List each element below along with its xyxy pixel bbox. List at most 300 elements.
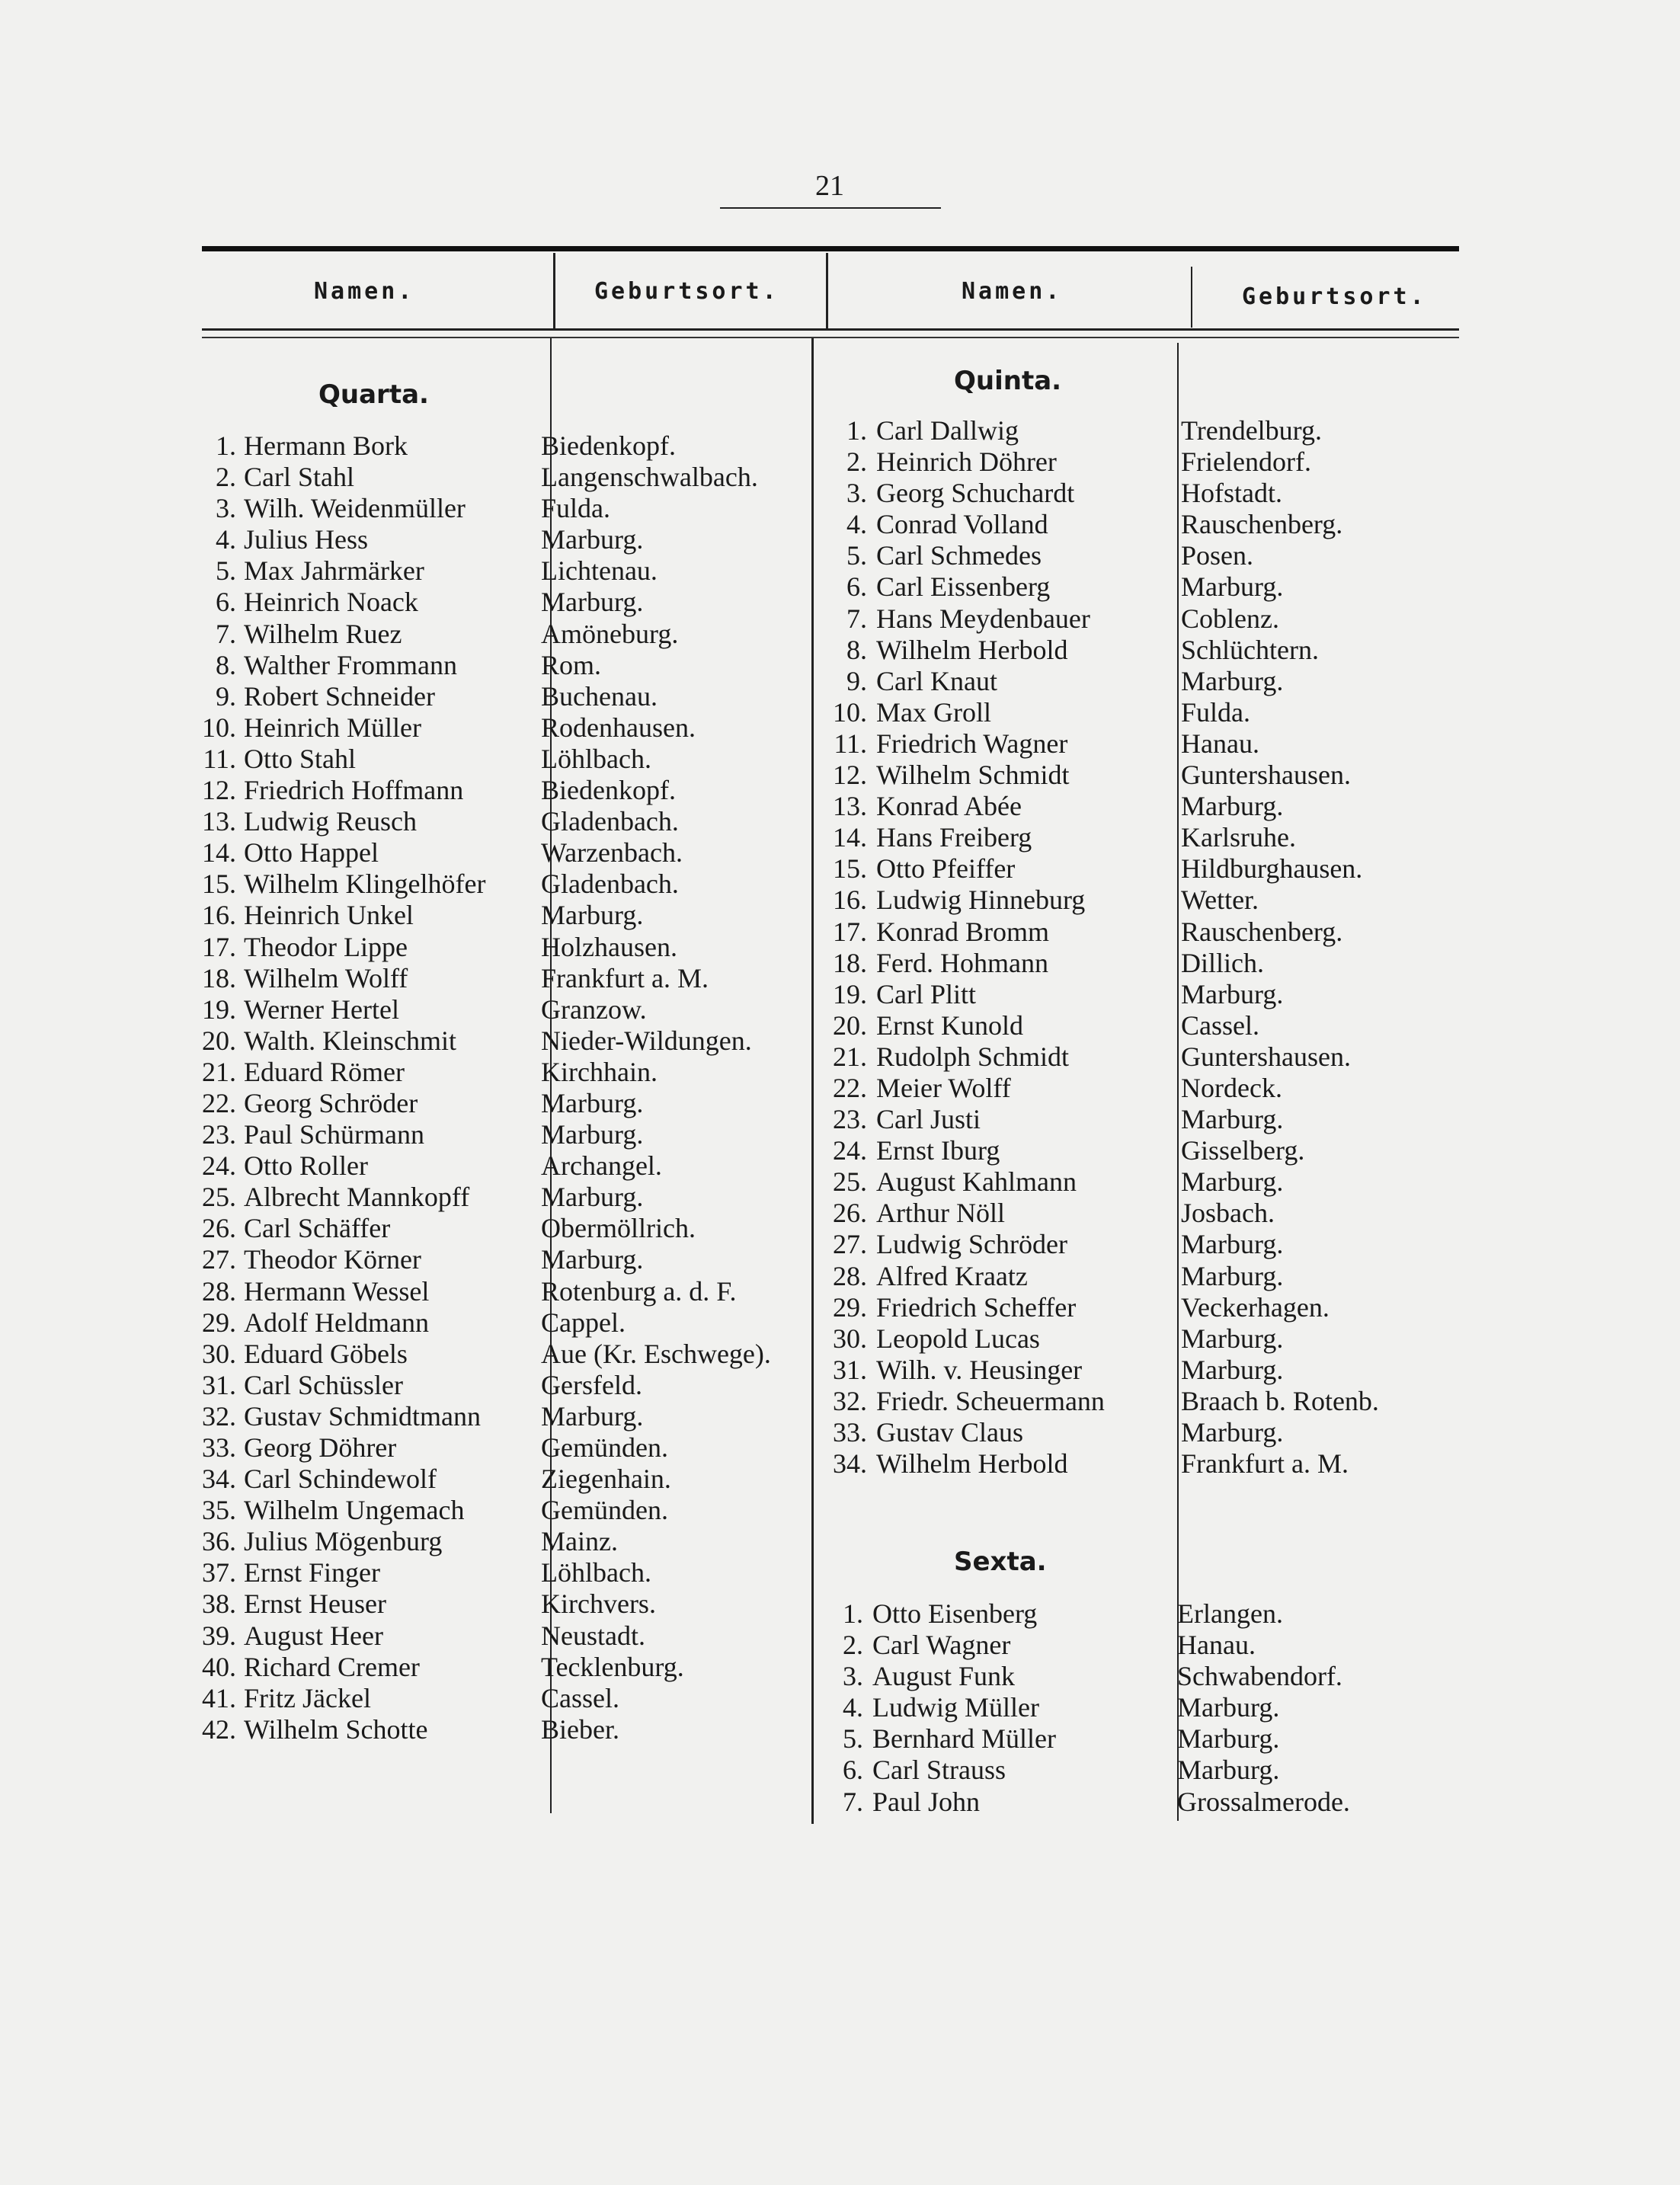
entry-name: Carl Schäffer xyxy=(244,1213,391,1244)
list-item xyxy=(823,603,1448,635)
entry-number: 2. xyxy=(216,462,236,493)
entry-name: Wilhelm Wolff xyxy=(244,962,408,993)
list-item xyxy=(190,775,815,806)
entry-number: 17. xyxy=(202,931,236,962)
entry-birthplace: Rauschenberg. xyxy=(1181,916,1343,947)
list-item xyxy=(823,885,1448,916)
header-rule-bottom xyxy=(202,337,1459,338)
entry-number: 24. xyxy=(202,1150,236,1182)
list-item xyxy=(190,1150,815,1182)
header-right-name: Namen. xyxy=(962,278,1063,305)
entry-number: 26. xyxy=(202,1213,236,1244)
list-item xyxy=(823,979,1448,1010)
list-item xyxy=(190,1526,815,1557)
entry-number: 10. xyxy=(202,712,236,743)
entry-name: Friedrich Wagner xyxy=(876,728,1068,759)
header-left-place: Geburtsort. xyxy=(594,278,779,305)
list-item xyxy=(190,1432,815,1464)
list-item xyxy=(823,1010,1448,1041)
list-item xyxy=(190,681,815,712)
list-item xyxy=(190,1025,815,1057)
entry-birthplace: Marburg. xyxy=(1181,571,1284,603)
entry-number: 37. xyxy=(202,1557,236,1588)
list-item xyxy=(823,1041,1448,1073)
entry-birthplace: Hanau. xyxy=(1181,728,1259,759)
entry-number: 14. xyxy=(202,837,236,869)
entry-number: 25. xyxy=(833,1166,867,1198)
entry-birthplace: Kirchvers. xyxy=(541,1588,656,1620)
entry-birthplace: Trendelburg. xyxy=(1181,415,1323,446)
list-item xyxy=(190,650,815,681)
list-item xyxy=(823,446,1448,478)
table-top-rule xyxy=(202,246,1459,251)
entry-birthplace: Granzow. xyxy=(541,993,647,1025)
entry-number: 5. xyxy=(843,1723,863,1755)
entry-number: 41. xyxy=(202,1682,236,1713)
entry-number: 17. xyxy=(833,916,867,947)
entry-birthplace: Tecklenburg. xyxy=(541,1651,684,1682)
quinta-title: Quinta. xyxy=(954,366,1062,396)
entry-birthplace: Marburg. xyxy=(1181,665,1284,696)
entry-name: Rudolph Schmidt xyxy=(876,1041,1070,1072)
list-item xyxy=(190,587,815,618)
entry-name: Wilhelm Herbold xyxy=(876,634,1068,665)
entry-number: 28. xyxy=(202,1275,236,1307)
entry-number: 34. xyxy=(202,1464,236,1495)
entry-number: 8. xyxy=(846,634,867,665)
entry-number: 22. xyxy=(833,1072,867,1103)
entry-number: 2. xyxy=(846,446,867,478)
list-item xyxy=(190,837,815,869)
list-item xyxy=(823,1073,1448,1104)
list-item xyxy=(823,791,1448,822)
entry-birthplace: Gladenbach. xyxy=(541,869,679,900)
entry-birthplace: Obermöllrich. xyxy=(541,1213,696,1244)
entry-number: 42. xyxy=(202,1713,236,1745)
entry-birthplace: Warzenbach. xyxy=(541,837,683,869)
list-item xyxy=(190,806,815,837)
entry-number: 35. xyxy=(202,1495,236,1526)
divider-right-header xyxy=(1191,267,1192,328)
entry-birthplace: Frankfurt a. M. xyxy=(1181,1448,1349,1480)
list-item xyxy=(823,948,1448,979)
list-item xyxy=(190,1464,815,1495)
entry-name: Otto Roller xyxy=(244,1150,368,1182)
sexta-list xyxy=(819,1598,1444,1818)
entry-number: 36. xyxy=(202,1526,236,1557)
entry-number: 14. xyxy=(833,822,867,853)
list-item xyxy=(190,932,815,963)
entry-number: 23. xyxy=(202,1119,236,1150)
entry-name: Friedrich Hoffmann xyxy=(244,775,464,806)
entry-name: Arthur Nöll xyxy=(876,1198,1005,1229)
entry-number: 13. xyxy=(202,806,236,837)
entry-number: 7. xyxy=(846,603,867,634)
entry-number: 33. xyxy=(202,1432,236,1463)
entry-number: 29. xyxy=(202,1307,236,1338)
entry-number: 3. xyxy=(843,1661,863,1692)
list-item xyxy=(823,1448,1448,1480)
list-item xyxy=(823,1198,1448,1229)
list-item xyxy=(190,1495,815,1526)
list-item xyxy=(823,509,1448,540)
entry-birthplace: Guntershausen. xyxy=(1181,760,1351,791)
entry-birthplace: Hildburghausen. xyxy=(1181,853,1363,885)
list-item xyxy=(823,1292,1448,1323)
entry-name: Carl Knaut xyxy=(876,665,997,696)
entry-number: 24. xyxy=(833,1135,867,1166)
entry-birthplace: Holzhausen. xyxy=(541,931,677,962)
entry-name: Conrad Volland xyxy=(876,509,1048,540)
entry-birthplace: Ziegenhain. xyxy=(541,1464,671,1495)
list-item xyxy=(819,1755,1444,1786)
entry-number: 3. xyxy=(216,493,236,524)
entry-birthplace: Marburg. xyxy=(1181,978,1284,1009)
entry-number: 21. xyxy=(833,1041,867,1072)
entry-number: 9. xyxy=(846,665,867,696)
entry-number: 4. xyxy=(846,509,867,540)
entry-name: Alfred Kraatz xyxy=(876,1260,1028,1291)
entry-birthplace: Josbach. xyxy=(1181,1198,1275,1229)
entry-name: Ernst Kunold xyxy=(876,1009,1023,1041)
entry-name: Wilhelm Schmidt xyxy=(876,760,1070,791)
list-item xyxy=(823,853,1448,885)
entry-number: 20. xyxy=(202,1025,236,1056)
entry-birthplace: Marburg. xyxy=(541,587,644,618)
entry-birthplace: Gersfeld. xyxy=(541,1369,642,1400)
entry-name: Friedrich Scheffer xyxy=(876,1291,1077,1323)
entry-birthplace: Marburg. xyxy=(1177,1692,1280,1723)
list-item xyxy=(823,1229,1448,1260)
entry-number: 12. xyxy=(202,775,236,806)
entry-name: Werner Hertel xyxy=(244,993,399,1025)
list-item xyxy=(823,571,1448,603)
entry-birthplace: Marburg. xyxy=(541,1182,644,1213)
entry-name: Paul John xyxy=(872,1786,981,1817)
entry-number: 4. xyxy=(216,524,236,555)
entry-number: 6. xyxy=(846,571,867,603)
list-item xyxy=(190,994,815,1025)
entry-birthplace: Veckerhagen. xyxy=(1181,1291,1330,1323)
entry-name: Walth. Kleinschmit xyxy=(244,1025,457,1056)
quinta-list xyxy=(823,415,1448,1480)
entry-number: 29. xyxy=(833,1291,867,1323)
entry-name: Heinrich Döhrer xyxy=(876,446,1057,478)
list-item xyxy=(190,524,815,555)
entry-number: 12. xyxy=(833,760,867,791)
entry-name: Eduard Römer xyxy=(244,1056,405,1087)
entry-number: 16. xyxy=(202,900,236,931)
page-number: 21 xyxy=(815,170,844,202)
list-item xyxy=(190,1339,815,1370)
list-item xyxy=(823,1104,1448,1135)
entry-number: 5. xyxy=(216,555,236,587)
entry-birthplace: Rom. xyxy=(541,649,602,680)
list-item xyxy=(190,1182,815,1213)
header-left-name: Namen. xyxy=(314,278,415,305)
entry-birthplace: Fulda. xyxy=(541,493,611,524)
entry-name: Otto Pfeiffer xyxy=(876,853,1016,885)
entry-name: Walther Frommann xyxy=(244,649,458,680)
entry-name: Heinrich Müller xyxy=(244,712,421,743)
entry-number: 4. xyxy=(843,1692,863,1723)
list-item xyxy=(190,430,815,462)
entry-name: Carl Wagner xyxy=(872,1630,1011,1661)
entry-number: 9. xyxy=(216,680,236,712)
entry-name: Wilh. Weidenmüller xyxy=(244,493,466,524)
entry-number: 11. xyxy=(203,743,236,774)
list-item xyxy=(823,1323,1448,1355)
entry-birthplace: Lichtenau. xyxy=(541,555,658,587)
entry-name: Ludwig Schröder xyxy=(876,1229,1067,1260)
entry-birthplace: Gemünden. xyxy=(541,1432,668,1463)
entry-name: Wilhelm Herbold xyxy=(876,1448,1068,1480)
entry-name: Ludwig Reusch xyxy=(244,806,417,837)
list-item xyxy=(823,1135,1448,1166)
entry-name: Gustav Claus xyxy=(876,1417,1023,1448)
entry-name: Wilhelm Ruez xyxy=(244,618,402,649)
list-item xyxy=(190,1652,815,1683)
entry-number: 7. xyxy=(843,1786,863,1817)
entry-name: Theodor Lippe xyxy=(244,931,408,962)
entry-name: Carl Plitt xyxy=(876,978,977,1009)
entry-name: Ludwig Müller xyxy=(872,1692,1039,1723)
entry-name: Julius Mögenburg xyxy=(244,1526,443,1557)
entry-name: Adolf Heldmann xyxy=(244,1307,429,1338)
entry-number: 34. xyxy=(833,1448,867,1480)
list-item xyxy=(823,1166,1448,1198)
list-item xyxy=(823,666,1448,697)
entry-birthplace: Hanau. xyxy=(1177,1630,1256,1661)
entry-number: 30. xyxy=(202,1338,236,1369)
entry-name: Carl Schmedes xyxy=(876,540,1042,571)
list-item xyxy=(819,1723,1444,1755)
entry-name: Ferd. Hohmann xyxy=(876,947,1048,978)
entry-number: 28. xyxy=(833,1260,867,1291)
entry-birthplace: Marburg. xyxy=(1177,1723,1280,1755)
entry-birthplace: Marburg. xyxy=(541,1119,644,1150)
entry-birthplace: Biedenkopf. xyxy=(541,775,676,806)
list-item xyxy=(190,1213,815,1244)
list-item xyxy=(823,728,1448,760)
entry-birthplace: Löhlbach. xyxy=(541,1557,651,1588)
entry-birthplace: Wetter. xyxy=(1181,885,1259,916)
entry-birthplace: Coblenz. xyxy=(1181,603,1279,634)
entry-birthplace: Marburg. xyxy=(1181,1166,1284,1198)
entry-birthplace: Cassel. xyxy=(1181,1009,1259,1041)
entry-birthplace: Rotenburg a. d. F. xyxy=(541,1275,737,1307)
entry-name: Carl Schüssler xyxy=(244,1369,403,1400)
entry-name: Max Jahrmärker xyxy=(244,555,424,587)
quarta-list xyxy=(190,430,815,1745)
entry-number: 40. xyxy=(202,1651,236,1682)
entry-number: 39. xyxy=(202,1620,236,1651)
entry-number: 27. xyxy=(833,1229,867,1260)
entry-birthplace: Archangel. xyxy=(541,1150,662,1182)
list-item xyxy=(823,697,1448,728)
header-right-place: Geburtsort. xyxy=(1242,283,1427,310)
entry-number: 32. xyxy=(833,1385,867,1416)
entry-number: 27. xyxy=(202,1244,236,1275)
entry-birthplace: Marburg. xyxy=(541,1087,644,1118)
entry-number: 31. xyxy=(202,1369,236,1400)
entry-number: 23. xyxy=(833,1104,867,1135)
entry-name: Ludwig Hinneburg xyxy=(876,885,1086,916)
entry-birthplace: Marburg. xyxy=(541,1400,644,1432)
entry-name: Ernst Heuser xyxy=(244,1588,386,1620)
list-item xyxy=(190,1401,815,1432)
entry-birthplace: Karlsruhe. xyxy=(1181,822,1296,853)
list-item xyxy=(190,1714,815,1745)
list-item xyxy=(819,1598,1444,1630)
entry-name: Wilhelm Klingelhöfer xyxy=(244,869,486,900)
entry-number: 30. xyxy=(833,1323,867,1354)
entry-number: 21. xyxy=(202,1056,236,1087)
entry-name: Theodor Körner xyxy=(244,1244,421,1275)
list-item xyxy=(190,900,815,931)
entry-birthplace: Marburg. xyxy=(1181,1104,1284,1135)
entry-birthplace: Rauschenberg. xyxy=(1181,509,1343,540)
list-item xyxy=(823,478,1448,509)
entry-name: Albrecht Mannkopff xyxy=(244,1182,470,1213)
entry-number: 19. xyxy=(833,978,867,1009)
entry-name: Carl Eissenberg xyxy=(876,571,1051,603)
entry-birthplace: Bieber. xyxy=(541,1713,619,1745)
list-item xyxy=(823,1261,1448,1292)
entry-number: 5. xyxy=(846,540,867,571)
entry-birthplace: Langenschwalbach. xyxy=(541,462,758,493)
entry-birthplace: Marburg. xyxy=(541,1244,644,1275)
list-item xyxy=(190,555,815,587)
entry-birthplace: Hofstadt. xyxy=(1181,478,1282,509)
entry-name: Eduard Göbels xyxy=(244,1338,408,1369)
entry-number: 25. xyxy=(202,1182,236,1213)
entry-birthplace: Guntershausen. xyxy=(1181,1041,1351,1072)
entry-name: Friedr. Scheuermann xyxy=(876,1385,1105,1416)
list-item xyxy=(819,1787,1444,1818)
list-item xyxy=(823,635,1448,666)
entry-name: Otto Happel xyxy=(244,837,379,869)
entry-number: 8. xyxy=(216,649,236,680)
entry-birthplace: Marburg. xyxy=(1181,1260,1284,1291)
entry-number: 19. xyxy=(202,993,236,1025)
entry-number: 13. xyxy=(833,791,867,822)
entry-number: 6. xyxy=(216,587,236,618)
entry-birthplace: Posen. xyxy=(1181,540,1254,571)
list-item xyxy=(819,1692,1444,1723)
divider-center-header xyxy=(826,253,828,329)
entry-name: Bernhard Müller xyxy=(872,1723,1056,1755)
entry-birthplace: Gemünden. xyxy=(541,1495,668,1526)
entry-birthplace: Marburg. xyxy=(1181,791,1284,822)
list-item xyxy=(190,1307,815,1339)
list-item xyxy=(823,760,1448,791)
list-item xyxy=(819,1630,1444,1661)
entry-birthplace: Aue (Kr. Eschwege). xyxy=(541,1338,771,1369)
entry-number: 16. xyxy=(833,885,867,916)
entry-birthplace: Gladenbach. xyxy=(541,806,679,837)
list-item xyxy=(823,415,1448,446)
entry-birthplace: Neustadt. xyxy=(541,1620,645,1651)
entry-name: Fritz Jäckel xyxy=(244,1682,371,1713)
list-item xyxy=(823,1386,1448,1417)
list-item xyxy=(823,540,1448,571)
quarta-title: Quarta. xyxy=(318,379,429,410)
entry-birthplace: Marburg. xyxy=(1177,1755,1280,1786)
entry-birthplace: Marburg. xyxy=(1181,1323,1284,1354)
entry-name: Konrad Bromm xyxy=(876,916,1049,947)
entry-number: 22. xyxy=(202,1087,236,1118)
entry-birthplace: Erlangen. xyxy=(1177,1598,1283,1629)
entry-name: Georg Döhrer xyxy=(244,1432,397,1463)
entry-birthplace: Marburg. xyxy=(1181,1417,1284,1448)
list-item xyxy=(190,869,815,900)
list-item xyxy=(190,1244,815,1275)
entry-number: 32. xyxy=(202,1400,236,1432)
entry-name: Heinrich Unkel xyxy=(244,900,414,931)
entry-birthplace: Frankfurt a. M. xyxy=(541,962,709,993)
entry-number: 18. xyxy=(833,947,867,978)
entry-name: Heinrich Noack xyxy=(244,587,418,618)
list-item xyxy=(190,712,815,744)
list-item xyxy=(190,493,815,524)
entry-birthplace: Gisselberg. xyxy=(1181,1135,1305,1166)
list-item xyxy=(823,1417,1448,1448)
entry-name: Carl Stahl xyxy=(244,462,354,493)
entry-name: August Heer xyxy=(244,1620,383,1651)
entry-name: Hans Freiberg xyxy=(876,822,1032,853)
list-item xyxy=(190,462,815,493)
entry-birthplace: Braach b. Rotenb. xyxy=(1181,1385,1379,1416)
entry-birthplace: Marburg. xyxy=(1181,1229,1284,1260)
entry-number: 2. xyxy=(843,1630,863,1661)
list-item xyxy=(823,1355,1448,1386)
entry-number: 31. xyxy=(833,1354,867,1385)
entry-name: Hermann Wessel xyxy=(244,1275,430,1307)
entry-name: Carl Justi xyxy=(876,1104,981,1135)
entry-name: Julius Hess xyxy=(244,524,369,555)
entry-number: 18. xyxy=(202,962,236,993)
entry-name: Meier Wolff xyxy=(876,1072,1011,1103)
entry-birthplace: Dillich. xyxy=(1181,947,1264,978)
entry-number: 11. xyxy=(834,728,867,759)
entry-name: Leopold Lucas xyxy=(876,1323,1040,1354)
entry-number: 6. xyxy=(843,1755,863,1786)
entry-number: 3. xyxy=(846,478,867,509)
entry-name: Ernst Finger xyxy=(244,1557,380,1588)
entry-birthplace: Löhlbach. xyxy=(541,743,651,774)
entry-name: Konrad Abée xyxy=(876,791,1022,822)
entry-birthplace: Marburg. xyxy=(541,524,644,555)
entry-birthplace: Rodenhausen. xyxy=(541,712,696,743)
entry-birthplace: Schlüchtern. xyxy=(1181,634,1319,665)
entry-birthplace: Marburg. xyxy=(541,900,644,931)
entry-birthplace: Amöneburg. xyxy=(541,618,679,649)
entry-name: Max Groll xyxy=(876,696,991,728)
list-item xyxy=(819,1661,1444,1692)
entry-number: 38. xyxy=(202,1588,236,1620)
entry-name: Otto Eisenberg xyxy=(872,1598,1038,1629)
entry-name: Otto Stahl xyxy=(244,743,357,774)
entry-name: Carl Schindewolf xyxy=(244,1464,437,1495)
entry-name: Robert Schneider xyxy=(244,680,435,712)
entry-name: Wilh. v. Heusinger xyxy=(876,1354,1083,1385)
entry-birthplace: Schwabendorf. xyxy=(1177,1661,1342,1692)
list-item xyxy=(823,917,1448,948)
entry-name: Hans Meydenbauer xyxy=(876,603,1090,634)
entry-name: Hermann Bork xyxy=(244,430,408,461)
entry-name: Paul Schürmann xyxy=(244,1119,424,1150)
